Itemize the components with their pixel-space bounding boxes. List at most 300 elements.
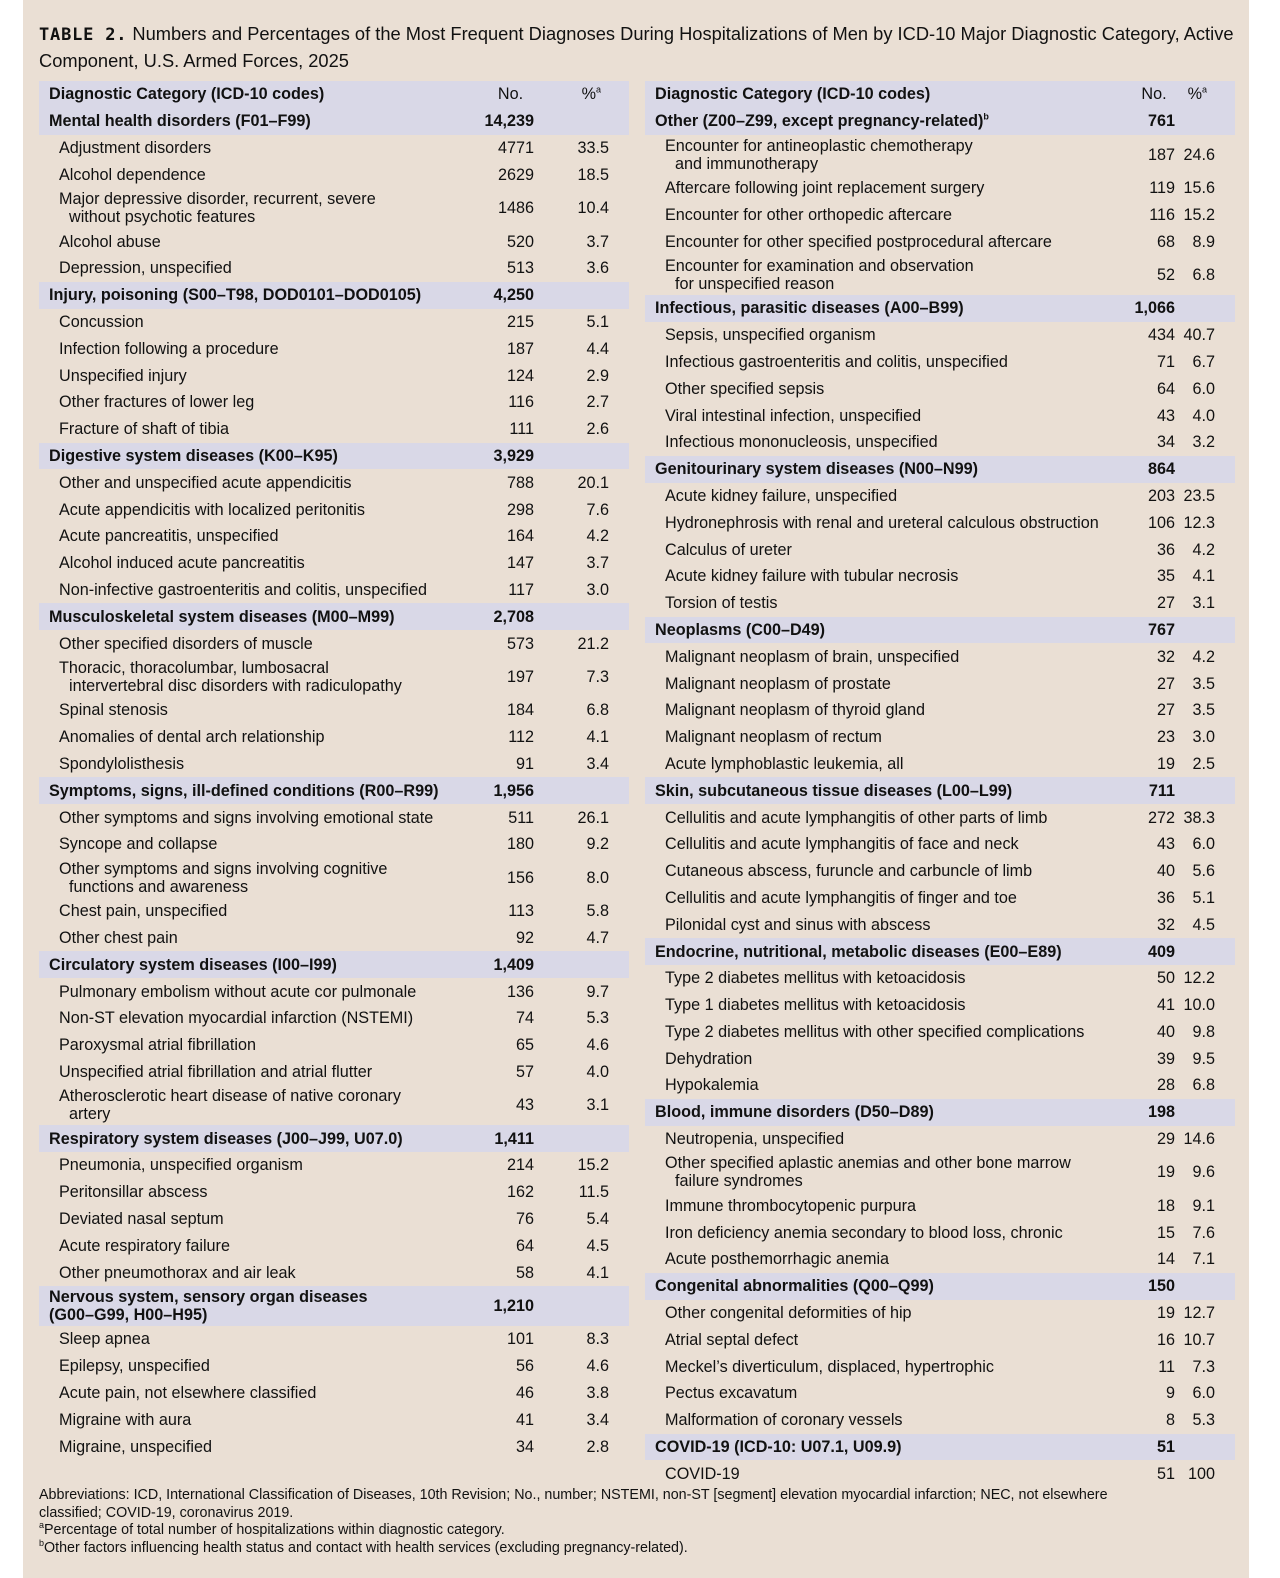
table-row <box>645 1045 1235 1072</box>
diagnosis-line-1: Alcohol abuse <box>59 232 161 251</box>
category-name-text: Skin, subcutaneous tissue diseases (L00–L99) <box>655 781 1013 800</box>
diagnosis-name <box>39 161 469 188</box>
diagnosis-name <box>39 1406 469 1433</box>
diagnosis-pct: 4.6 <box>586 1357 609 1376</box>
diagnosis-pct: 7.1 <box>1192 1250 1215 1269</box>
table-row <box>39 496 629 523</box>
diagnosis-name <box>645 175 1115 202</box>
category-pct-empty <box>534 282 629 309</box>
category-name <box>39 1286 469 1326</box>
diagnosis-pct: 10.4 <box>577 199 609 218</box>
table-row <box>39 523 629 550</box>
diagnosis-pct: 9.1 <box>1192 1196 1215 1215</box>
diagnosis-count: 43 <box>515 1096 534 1115</box>
category-pct-empty <box>1175 295 1235 322</box>
diagnosis-count: 203 <box>1147 486 1175 505</box>
diagnosis-line-1: Unspecified injury <box>59 366 187 385</box>
category-count: 51 <box>1115 1434 1175 1461</box>
diagnosis-count: 113 <box>508 902 534 921</box>
table-row <box>39 362 629 389</box>
diagnosis-count: 215 <box>506 312 534 331</box>
diagnosis-count: 36 <box>1156 888 1175 907</box>
table-row <box>645 1126 1235 1153</box>
category-name-text: Mental health disorders (F01–F99) <box>49 112 311 131</box>
category-name <box>645 1273 1115 1300</box>
diagnosis-count: 92 <box>515 928 534 947</box>
diagnosis-line-1: Chest pain, unspecified <box>59 902 228 921</box>
diagnosis-name <box>645 255 1115 295</box>
diagnosis-name <box>645 1300 1115 1327</box>
diagnosis-count: 56 <box>515 1357 534 1376</box>
table-row <box>39 1179 629 1206</box>
category-count: 711 <box>1115 777 1175 804</box>
diagnosis-line-1: Migraine, unspecified <box>59 1437 212 1456</box>
category-count: 1,066 <box>1115 295 1175 322</box>
diagnosis-name <box>39 188 469 228</box>
category-pct-empty <box>1175 1434 1235 1461</box>
category-pct-empty <box>534 951 629 978</box>
diagnosis-line-1: Encounter for antineoplastic chemotherapy <box>665 136 973 155</box>
diagnosis-name <box>39 1059 469 1086</box>
diagnosis-line-1: Epilepsy, unspecified <box>59 1357 210 1376</box>
diagnosis-line-1: Malignant neoplasm of rectum <box>665 728 882 747</box>
diagnosis-line-1: Anomalies of dental arch relationship <box>59 728 325 747</box>
table-row <box>645 483 1235 510</box>
table-row <box>39 1232 629 1259</box>
table-row <box>39 309 629 336</box>
category-count: 761 <box>1115 108 1175 135</box>
table-row <box>39 724 629 751</box>
category-count: 2,708 <box>469 603 534 630</box>
diagnosis-name <box>645 751 1115 778</box>
diagnosis-pct: 3.7 <box>586 554 609 573</box>
diagnosis-pct: 6.0 <box>1192 835 1215 854</box>
diagnosis-count: 32 <box>1156 915 1175 934</box>
right-column <box>645 81 1235 1487</box>
category-footnote-mark: b <box>983 111 989 122</box>
table-title-text: Numbers and Percentages of the Most Frequent Diagnoses During Hospitalizations of Men by ICD-10 Major Diagnostic Category, Active Component, U.S. Armed Forces, 2025 <box>39 23 1234 71</box>
diagnosis-count: 50 <box>1156 969 1175 988</box>
footnote-a: $^a$Percentage of total number of hospitalizations within diagnostic category. <box>39 1520 505 1538</box>
diagnosis-pct: 5.1 <box>586 312 609 331</box>
table-row <box>645 175 1235 202</box>
diagnosis-line-1: Cellulitis and acute lymphangitis of other parts of limb <box>665 808 1048 827</box>
table-row <box>39 577 629 604</box>
diagnosis-name <box>645 349 1115 376</box>
diagnosis-pct: 6.0 <box>1192 1384 1215 1403</box>
diagnosis-line-1: Other specified disorders of muscle <box>59 634 313 653</box>
diagnosis-count: 43 <box>1156 406 1175 425</box>
header-no: No. <box>1115 81 1175 108</box>
category-name-text: Blood, immune disorders (D50–D89) <box>655 1103 934 1122</box>
diagnosis-line-1: Acute lymphoblastic leukemia, all <box>665 754 904 773</box>
table-row <box>645 831 1235 858</box>
diagnosis-name <box>645 858 1115 885</box>
diagnosis-pct: 4.1 <box>586 728 609 747</box>
category-row <box>39 1286 629 1326</box>
diagnosis-line-1: Type 2 diabetes mellitus with other specified complications <box>665 1022 1085 1041</box>
diagnosis-pct: 14.6 <box>1183 1130 1215 1149</box>
diagnosis-count: 101 <box>506 1330 534 1349</box>
diagnosis-name <box>39 697 469 724</box>
diagnosis-pct: 2.6 <box>586 420 609 439</box>
diagnosis-pct: 10.7 <box>1183 1330 1215 1349</box>
diagnosis-pct: 3.5 <box>1192 701 1215 720</box>
diagnosis-count: 35 <box>1156 567 1175 586</box>
category-name <box>645 1099 1115 1126</box>
diagnosis-name <box>39 1326 469 1353</box>
diagnosis-count: 187 <box>506 339 534 358</box>
diagnosis-pct: 9.5 <box>1192 1049 1215 1068</box>
diagnosis-count: 106 <box>1147 513 1175 532</box>
category-name <box>645 938 1115 965</box>
header-row <box>645 81 1235 108</box>
diagnosis-pct: 4.2 <box>1192 647 1215 666</box>
diagnosis-count: 19 <box>1156 754 1175 773</box>
diagnosis-line-1: Other specified aplastic anemias and other bone marrow <box>665 1154 1071 1173</box>
diagnosis-line-1: Deviated nasal septum <box>59 1210 224 1229</box>
table-row <box>645 858 1235 885</box>
diagnosis-line-1: Acute kidney failure with tubular necrosis <box>665 567 959 586</box>
category-pct-empty <box>534 443 629 470</box>
diagnosis-pct: 3.4 <box>586 1410 609 1429</box>
diagnosis-name <box>645 429 1115 456</box>
table-row <box>645 1326 1235 1353</box>
diagnosis-name <box>39 335 469 362</box>
diagnosis-name <box>39 416 469 443</box>
diagnosis-count: 8 <box>1165 1411 1175 1430</box>
diagnosis-count: 2629 <box>497 165 534 184</box>
table-row <box>39 1032 629 1059</box>
diagnosis-count: 27 <box>1156 674 1175 693</box>
diagnosis-pct: 9.6 <box>1192 1163 1215 1182</box>
table-row <box>645 804 1235 831</box>
diagnosis-line-1: Sepsis, unspecified organism <box>665 326 876 345</box>
diagnosis-line-1: Other specified sepsis <box>665 379 825 398</box>
category-name-text: Digestive system diseases (K00–K95) <box>49 446 338 465</box>
diagnosis-name <box>39 577 469 604</box>
table-row <box>645 1072 1235 1099</box>
diagnosis-pct: 6.8 <box>1192 1076 1215 1095</box>
table-row <box>39 751 629 778</box>
diagnosis-count: 19 <box>1156 1163 1175 1182</box>
header-no: No. <box>469 81 534 108</box>
diagnosis-line-1: Cellulitis and acute lymphangitis of finger and toe <box>665 888 1017 907</box>
diagnosis-name <box>645 1460 1115 1487</box>
diagnosis-line-1: Type 1 diabetes mellitus with ketoacidosis <box>665 996 966 1015</box>
diagnosis-pct: 33.5 <box>577 138 609 157</box>
diagnosis-pct: 10.0 <box>1183 996 1215 1015</box>
table-row <box>645 670 1235 697</box>
diagnosis-name <box>39 804 469 831</box>
table-row <box>39 630 629 657</box>
diagnosis-line-1: Other and unspecified acute appendicitis <box>59 473 352 492</box>
diagnosis-count: 164 <box>506 527 534 546</box>
diagnosis-name <box>39 255 469 282</box>
diagnosis-pct: 26.1 <box>577 808 609 827</box>
diagnosis-line-1: Malignant neoplasm of brain, unspecified <box>665 647 960 666</box>
diagnosis-count: 573 <box>506 634 534 653</box>
category-count: 1,210 <box>469 1286 534 1326</box>
diagnosis-pct: 24.6 <box>1183 145 1215 164</box>
category-name <box>39 603 469 630</box>
diagnosis-count: 40 <box>1156 1022 1175 1041</box>
table-row <box>645 1380 1235 1407</box>
table-row <box>645 885 1235 912</box>
diagnosis-name <box>645 911 1115 938</box>
diagnosis-line-2: for unspecified reason <box>675 274 835 293</box>
diagnosis-count: 41 <box>1156 996 1175 1015</box>
diagnosis-count: 65 <box>515 1036 534 1055</box>
diagnosis-name <box>39 858 469 898</box>
diagnosis-count: 124 <box>506 366 534 385</box>
category-count: 767 <box>1115 617 1175 644</box>
diagnosis-line-1: Unspecified atrial fibrillation and atrial flutter <box>59 1062 373 1081</box>
table-row <box>39 1326 629 1353</box>
diagnosis-name <box>645 1072 1115 1099</box>
diagnosis-line-1: Other fractures of lower leg <box>59 393 255 412</box>
diagnosis-name <box>39 523 469 550</box>
table-title <box>39 21 1239 73</box>
diagnosis-name <box>645 724 1115 751</box>
diagnosis-name <box>645 201 1115 228</box>
diagnosis-name <box>645 1353 1115 1380</box>
diagnosis-pct: 9.8 <box>1192 1022 1215 1041</box>
diagnosis-pct: 20.1 <box>577 473 609 492</box>
diagnosis-name <box>39 1259 469 1286</box>
diagnosis-name <box>39 751 469 778</box>
category-name-text: Infectious, parasitic diseases (A00–B99) <box>655 299 964 318</box>
diagnosis-line-1: Major depressive disorder, recurrent, severe <box>59 190 376 209</box>
diagnosis-count: 511 <box>508 808 534 827</box>
table-row <box>39 898 629 925</box>
table-row <box>645 1192 1235 1219</box>
diagnosis-line-1: Fracture of shaft of tibia <box>59 420 230 439</box>
diagnosis-name <box>645 885 1115 912</box>
diagnosis-name <box>645 831 1115 858</box>
diagnosis-pct: 6.8 <box>1192 265 1215 284</box>
diagnosis-line-1: Pulmonary embolism without acute cor pulmonale <box>59 982 417 1001</box>
table-row <box>39 469 629 496</box>
diagnosis-line-1: Hypokalemia <box>665 1076 759 1095</box>
diagnosis-pct: 7.6 <box>586 500 609 519</box>
category-count: 1,956 <box>469 777 534 804</box>
table-row <box>39 1353 629 1380</box>
footnote-b: $^b$Other factors influencing health status and contact with health services (excluding pregnancy-related). <box>39 1537 688 1556</box>
diagnosis-name <box>645 402 1115 429</box>
diagnosis-line-1: Malformation of coronary vessels <box>665 1411 903 1430</box>
diagnosis-line-1: Hydronephrosis with renal and ureteral calculous obstruction <box>665 513 1099 532</box>
category-pct-empty <box>1175 1273 1235 1300</box>
diagnosis-line-1: Atrial septal defect <box>665 1330 799 1349</box>
diagnosis-count: 68 <box>1156 232 1175 251</box>
diagnosis-name <box>39 1433 469 1460</box>
diagnosis-name <box>645 1407 1115 1434</box>
diagnosis-line-1: Malignant neoplasm of thyroid gland <box>665 701 926 720</box>
table-row <box>39 1433 629 1460</box>
category-row <box>39 282 629 309</box>
table-row <box>645 992 1235 1019</box>
category-row <box>39 951 629 978</box>
category-name <box>39 1125 469 1152</box>
diagnosis-pct: 8.3 <box>586 1330 609 1349</box>
diagnosis-pct: 5.8 <box>586 902 609 921</box>
diagnosis-count: 513 <box>506 259 534 278</box>
diagnosis-name <box>39 1179 469 1206</box>
diagnosis-name <box>39 898 469 925</box>
left-table <box>39 81 629 1460</box>
diagnosis-name <box>645 509 1115 536</box>
diagnosis-line-1: Pectus excavatum <box>665 1384 798 1403</box>
diagnosis-pct: 8.0 <box>586 868 609 887</box>
category-name <box>645 295 1115 322</box>
category-pct-empty <box>1175 1099 1235 1126</box>
diagnosis-pct: 7.6 <box>1192 1223 1215 1242</box>
category-count: 1,409 <box>469 951 534 978</box>
diagnosis-count: 1486 <box>497 199 534 218</box>
diagnosis-pct: 5.3 <box>586 1009 609 1028</box>
diagnosis-line-1: Encounter for examination and observation <box>665 256 974 275</box>
diagnosis-count: 57 <box>515 1062 534 1081</box>
diagnosis-name <box>645 1192 1115 1219</box>
right-table <box>645 81 1235 1487</box>
category-name-text: Symptoms, signs, ill-defined conditions (R00–R99) <box>49 781 439 800</box>
header-pct <box>534 81 629 108</box>
diagnosis-pct: 11.5 <box>578 1183 609 1202</box>
diagnosis-count: 434 <box>1147 326 1175 345</box>
table-row <box>39 335 629 362</box>
diagnosis-line-1: Other chest pain <box>59 928 178 947</box>
table-row <box>39 1085 629 1125</box>
diagnosis-name <box>39 1152 469 1179</box>
diagnosis-line-1: Thoracic, thoracolumbar, lumbosacral <box>59 658 329 677</box>
diagnosis-name <box>645 1326 1115 1353</box>
category-row <box>645 1099 1235 1126</box>
diagnosis-name <box>39 496 469 523</box>
diagnosis-pct: 15.6 <box>1183 178 1215 197</box>
diagnosis-pct: 4.0 <box>1192 406 1215 425</box>
diagnosis-count: 16 <box>1156 1330 1175 1349</box>
diagnosis-name <box>645 804 1115 831</box>
diagnosis-line-1: Concussion <box>59 312 144 331</box>
table-row <box>645 201 1235 228</box>
diagnosis-pct: 3.6 <box>586 259 609 278</box>
diagnosis-count: 116 <box>1149 205 1175 224</box>
table-row <box>39 1005 629 1032</box>
diagnosis-pct: 4.5 <box>1192 915 1215 934</box>
diagnosis-name <box>39 925 469 952</box>
table-row <box>39 697 629 724</box>
diagnosis-count: 23 <box>1156 728 1175 747</box>
diagnosis-name <box>645 375 1115 402</box>
diagnosis-line-1: Encounter for other specified postprocedural aftercare <box>665 232 1052 251</box>
diagnosis-count: 43 <box>1156 835 1175 854</box>
table-footnotes <box>39 1487 1149 1557</box>
left-column <box>39 81 629 1460</box>
table-row <box>39 188 629 228</box>
table-label: TABLE 2. <box>39 25 128 45</box>
diagnosis-name <box>39 389 469 416</box>
diagnosis-count: 52 <box>1156 265 1175 284</box>
diagnosis-line-1: Immune thrombocytopenic purpura <box>665 1196 917 1215</box>
diagnosis-pct: 21.2 <box>577 634 609 653</box>
table-row <box>645 724 1235 751</box>
table-row <box>645 1460 1235 1487</box>
diagnosis-name <box>39 550 469 577</box>
diagnosis-line-1: Acute appendicitis with localized peritonitis <box>59 500 365 519</box>
diagnosis-count: 111 <box>509 420 534 439</box>
diagnosis-line-2: functions and awareness <box>69 877 249 896</box>
category-count: 150 <box>1115 1273 1175 1300</box>
diagnosis-pct: 5.4 <box>586 1210 609 1229</box>
diagnosis-name <box>39 1206 469 1233</box>
table-row <box>39 657 629 697</box>
diagnosis-line-1: Depression, unspecified <box>59 259 232 278</box>
diagnosis-name <box>39 1380 469 1407</box>
diagnosis-count: 64 <box>1156 379 1175 398</box>
diagnosis-count: 19 <box>1156 1304 1175 1323</box>
table-row <box>645 375 1235 402</box>
table-row <box>645 1407 1235 1434</box>
diagnosis-count: 14 <box>1156 1250 1175 1269</box>
diagnosis-name <box>645 1019 1115 1046</box>
diagnosis-count: 214 <box>506 1156 534 1175</box>
diagnosis-line-1: Spinal stenosis <box>59 701 168 720</box>
category-pct-empty <box>534 603 629 630</box>
diagnosis-name <box>645 643 1115 670</box>
category-name-text: Genitourinary system diseases (N00–N99) <box>655 460 978 479</box>
category-row <box>645 1273 1235 1300</box>
diagnosis-count: 156 <box>506 868 534 887</box>
diagnosis-pct: 3.1 <box>586 1096 609 1115</box>
diagnosis-pct: 3.8 <box>586 1384 609 1403</box>
table-row <box>645 590 1235 617</box>
header-pct <box>1175 81 1235 108</box>
diagnosis-name <box>645 670 1115 697</box>
diagnosis-pct: 4.0 <box>586 1062 609 1081</box>
diagnosis-pct: 6.0 <box>1192 379 1215 398</box>
category-name-text-2: (G00–G99, H00–H95) <box>49 1306 208 1325</box>
diagnosis-pct: 9.7 <box>586 982 609 1001</box>
diagnosis-pct: 23.5 <box>1183 486 1215 505</box>
diagnosis-line-1: Pilonidal cyst and sinus with abscess <box>665 915 931 934</box>
table-row <box>645 1019 1235 1046</box>
diagnosis-line-1: Viral intestinal infection, unspecified <box>665 406 922 425</box>
diagnosis-pct: 2.7 <box>586 393 609 412</box>
diagnosis-name <box>39 831 469 858</box>
category-row <box>39 603 629 630</box>
category-count: 198 <box>1115 1099 1175 1126</box>
diagnosis-name <box>39 724 469 751</box>
diagnosis-name <box>39 630 469 657</box>
diagnosis-pct: 12.2 <box>1183 969 1215 988</box>
diagnosis-name <box>39 1005 469 1032</box>
table-row <box>39 550 629 577</box>
diagnosis-count: 27 <box>1156 701 1175 720</box>
diagnosis-pct: 7.3 <box>1192 1357 1215 1376</box>
diagnosis-line-1: Adjustment disorders <box>59 138 212 157</box>
category-name-text: Respiratory system diseases (J00–J99, U07.0) <box>49 1129 403 1148</box>
category-count: 1,411 <box>469 1125 534 1152</box>
diagnosis-name <box>39 978 469 1005</box>
category-pct-empty <box>534 108 629 135</box>
diagnosis-line-1: Migraine with aura <box>59 1410 192 1429</box>
diagnosis-line-1: Encounter for other orthopedic aftercare <box>665 205 953 224</box>
category-row <box>645 938 1235 965</box>
category-name <box>39 282 469 309</box>
header-pct-sup: a <box>595 85 601 95</box>
diagnosis-count: 112 <box>508 728 534 747</box>
